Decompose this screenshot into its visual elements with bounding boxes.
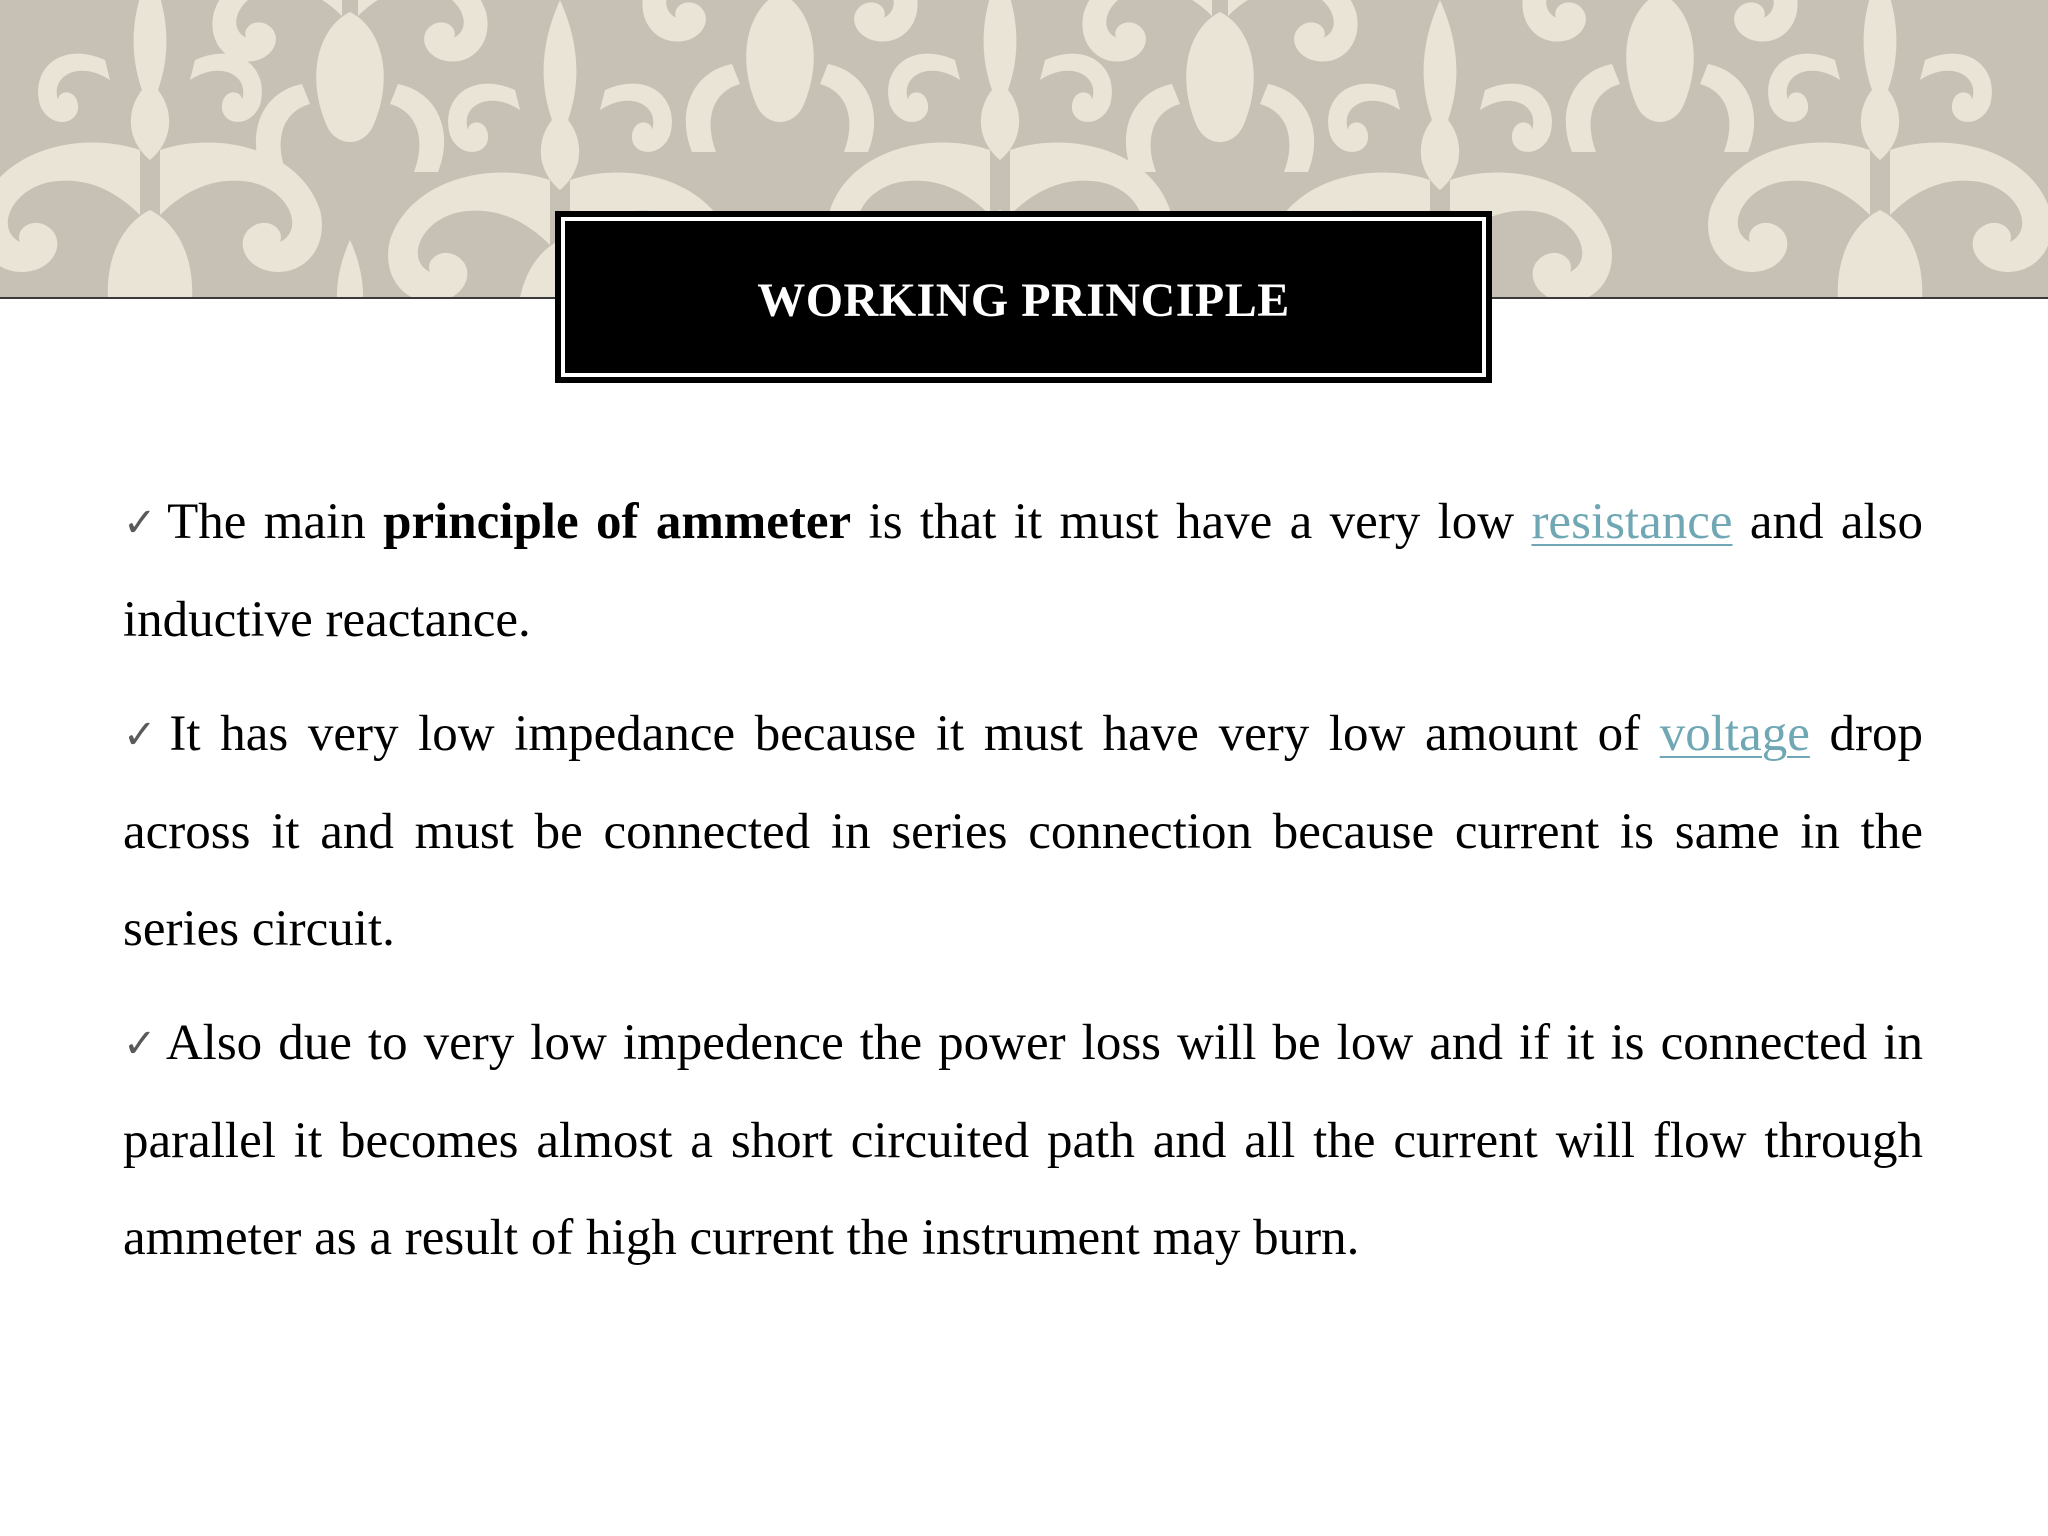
checkmark-icon: ✓ <box>123 1021 160 1067</box>
bullet-text: is that it must have a very low <box>851 494 1532 550</box>
bullet-item <box>123 995 1923 1287</box>
bullet-item <box>123 686 1923 978</box>
bullet-list <box>123 474 1923 1304</box>
bullet-item <box>123 474 1923 669</box>
slide-title: WORKING PRINCIPLE <box>757 273 1290 327</box>
voltage-link[interactable]: voltage <box>1659 706 1810 762</box>
bullet-text: drop across it and must be connected in series connection because current is same in the series circuit. <box>123 706 1924 957</box>
bullet-text: and also inductive reactance. <box>123 494 1924 648</box>
checkmark-icon: ✓ <box>123 712 164 758</box>
bullet-text: The main <box>167 494 384 550</box>
title-box <box>555 211 1492 383</box>
bullet-text: Also due to very low impedence the power loss will be low and if it is connected in parallel it becomes almost a short circuited path and all the current will flow through ammeter as a result of high current the instrument may burn. <box>123 1015 1924 1266</box>
bullet-text: It has very low impedance because it must have very low amount of <box>169 706 1660 762</box>
bullet-text-bold: principle of ammeter <box>383 494 852 550</box>
checkmark-icon: ✓ <box>123 500 162 546</box>
resistance-link[interactable]: resistance <box>1531 494 1733 550</box>
